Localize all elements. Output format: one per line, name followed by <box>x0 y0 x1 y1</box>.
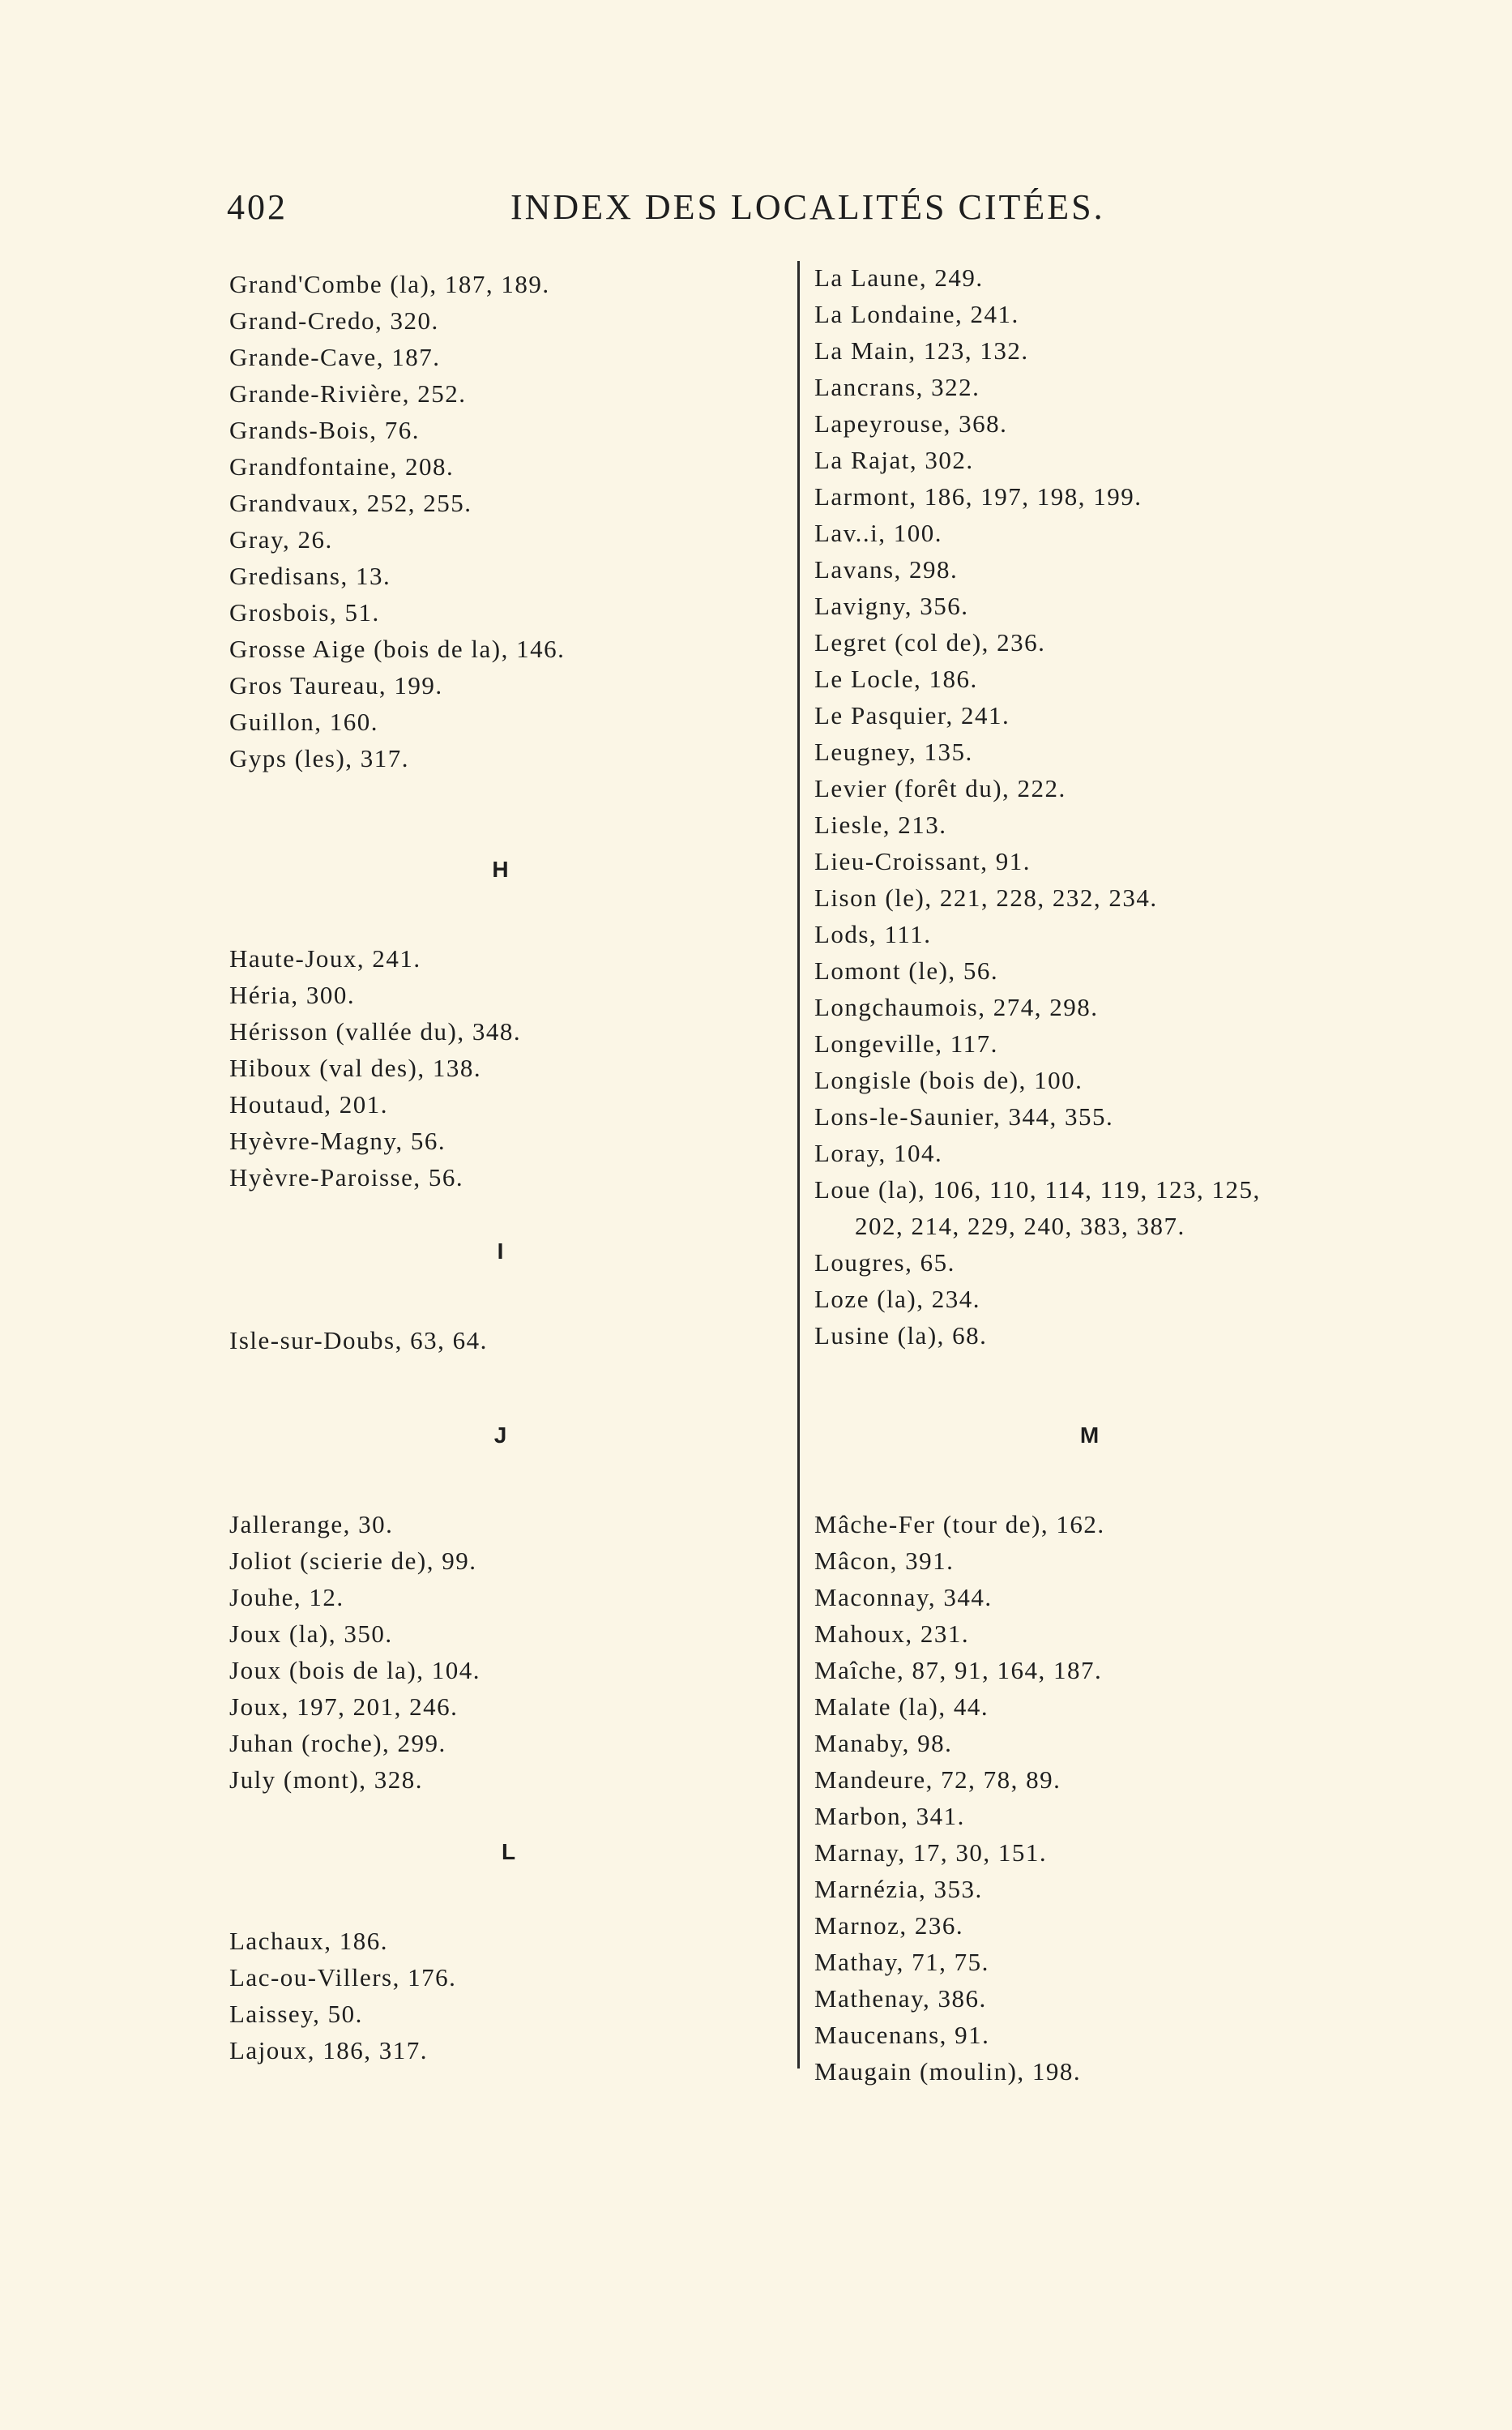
index-section-i <box>229 1233 772 1358</box>
index-entry: Grande-Cave, 187. <box>229 343 441 371</box>
index-entry: Liesle, 213. <box>814 811 947 839</box>
index-section-j <box>229 1417 772 1798</box>
index-entry: Isle-sur-Doubs, 63, 64. <box>229 1326 488 1354</box>
index-entry: Joux (la), 350. <box>229 1619 393 1648</box>
index-section-l-left <box>229 1833 788 2068</box>
index-entry: Héria, 300. <box>229 981 356 1009</box>
index-entry: Mâcon, 391. <box>814 1547 955 1575</box>
index-entry: Longisle (bois de), 100. <box>814 1066 1083 1094</box>
index-entry: Laissey, 50. <box>229 2000 363 2028</box>
page-number: 402 <box>227 187 288 227</box>
index-entry: Grand-Credo, 320. <box>229 306 439 335</box>
index-entry: Jouhe, 12. <box>229 1583 344 1611</box>
index-entry: Lachaux, 186. <box>229 1927 388 1955</box>
section-letter-m: M <box>1079 1422 1100 1448</box>
index-entry: Leugney, 135. <box>814 738 973 766</box>
index-entry: Marnézia, 353. <box>814 1875 983 1903</box>
index-entry: Levier (forêt du), 222. <box>814 774 1066 802</box>
index-entry: Lajoux, 186, 317. <box>229 2036 429 2064</box>
index-entry: La Londaine, 241. <box>814 300 1019 328</box>
section-letter-l: L <box>501 1839 517 1864</box>
index-entry: La Main, 123, 132. <box>814 336 1029 365</box>
column-divider <box>797 261 800 2068</box>
index-entry: Loue (la), 106, 110, 114, 119, 123, 125, <box>814 1175 1261 1204</box>
index-entry: La Laune, 249. <box>814 263 984 292</box>
index-entry: Mahoux, 231. <box>814 1619 970 1648</box>
index-entry: Le Locle, 186. <box>814 665 978 693</box>
index-entry: Grosse Aige (bois de la), 146. <box>229 635 566 663</box>
index-entry: Grands-Bois, 76. <box>229 416 420 444</box>
index-entry: Guillon, 160. <box>229 708 378 736</box>
index-entry: Joux (bois de la), 104. <box>229 1656 481 1684</box>
index-entry: Lomont (le), 56. <box>814 956 999 985</box>
index-entry: Gredisans, 13. <box>229 562 391 590</box>
index-entry: Lav..i, 100. <box>814 519 943 547</box>
index-entry: Le Pasquier, 241. <box>814 701 1010 729</box>
index-entry: Lavans, 298. <box>814 555 959 584</box>
index-entry: Mathenay, 386. <box>814 1984 987 2013</box>
index-entry: Larmont, 186, 197, 198, 199. <box>814 482 1143 511</box>
index-entry: Lods, 111. <box>814 920 932 948</box>
index-entry: July (mont), 328. <box>229 1765 424 1794</box>
index-entry: Longeville, 117. <box>814 1029 998 1058</box>
index-entry: Mathay, 71, 75. <box>814 1948 989 1976</box>
index-entry: Hyèvre-Paroisse, 56. <box>229 1163 464 1191</box>
section-letter-h: H <box>492 857 510 882</box>
page-title: INDEX DES LOCALITÉS CITÉES. <box>510 187 1105 227</box>
index-entry: Hiboux (val des), 138. <box>229 1054 482 1082</box>
index-entry: Joliot (scierie de), 99. <box>229 1547 477 1575</box>
index-entry: Maconnay, 344. <box>814 1583 993 1611</box>
index-entry: Grosbois, 51. <box>229 598 380 627</box>
index-entry: Gros Taureau, 199. <box>229 671 443 699</box>
index-section-l-right <box>814 259 1382 1354</box>
index-entry: Marbon, 341. <box>814 1802 965 1830</box>
index-entry: Manaby, 98. <box>814 1729 953 1757</box>
index-entry: Legret (col de), 236. <box>814 628 1046 657</box>
index-entry: Lavigny, 356. <box>814 592 969 620</box>
index-entry: Lac-ou-Villers, 176. <box>229 1963 457 1991</box>
index-entry: Grandvaux, 252, 255. <box>229 489 472 517</box>
index-entry: Jallerange, 30. <box>229 1510 394 1538</box>
index-entry: Lieu-Croissant, 91. <box>814 847 1031 875</box>
index-entry: Maucenans, 91. <box>814 2021 990 2049</box>
index-entry: Juhan (roche), 299. <box>229 1729 446 1757</box>
index-entry: Lusine (la), 68. <box>814 1321 988 1350</box>
index-entry: Malate (la), 44. <box>814 1692 989 1721</box>
index-entry: Loray, 104. <box>814 1139 943 1167</box>
index-entry: Houtaud, 201. <box>229 1090 389 1119</box>
index-entry: Mandeure, 72, 78, 89. <box>814 1765 1061 1794</box>
index-section-m <box>814 1417 1365 2090</box>
index-entry: Loze (la), 234. <box>814 1285 980 1313</box>
index-entry: Grandfontaine, 208. <box>229 452 455 481</box>
index-section-h <box>229 851 772 1196</box>
index-entry: Lison (le), 221, 228, 232, 234. <box>814 883 1158 912</box>
index-entry: Grand'Combe (la), 187, 189. <box>229 270 550 298</box>
index-entry: La Rajat, 302. <box>814 446 974 474</box>
index-entry: Joux, 197, 201, 246. <box>229 1692 459 1721</box>
index-entry: Lougres, 65. <box>814 1248 955 1277</box>
index-entry: Lancrans, 322. <box>814 373 980 401</box>
index-entry-continuation: 202, 214, 229, 240, 383, 387. <box>855 1212 1185 1240</box>
index-entry: Maugain (moulin), 198. <box>814 2057 1082 2086</box>
index-entry: Haute-Joux, 241. <box>229 944 421 973</box>
index-entry: Hérisson (vallée du), 348. <box>229 1017 522 1046</box>
index-section-g <box>229 266 797 776</box>
index-entry: Hyèvre-Magny, 56. <box>229 1127 446 1155</box>
index-entry: Longchaumois, 274, 298. <box>814 993 1099 1021</box>
index-entry: Grande-Rivière, 252. <box>229 379 467 408</box>
index-entry: Marnoz, 236. <box>814 1911 964 1940</box>
section-letter-j: J <box>493 1422 508 1448</box>
running-header <box>227 186 1105 235</box>
index-entry: Lapeyrouse, 368. <box>814 409 1008 438</box>
index-entry: Mâche-Fer (tour de), 162. <box>814 1510 1105 1538</box>
index-entry: Marnay, 17, 30, 151. <box>814 1838 1048 1867</box>
index-entry: Gyps (les), 317. <box>229 744 410 772</box>
section-letter-i: I <box>497 1239 505 1264</box>
index-entry: Maîche, 87, 91, 164, 187. <box>814 1656 1103 1684</box>
index-entry: Gray, 26. <box>229 525 333 554</box>
index-entry: Lons-le-Saunier, 344, 355. <box>814 1102 1114 1131</box>
